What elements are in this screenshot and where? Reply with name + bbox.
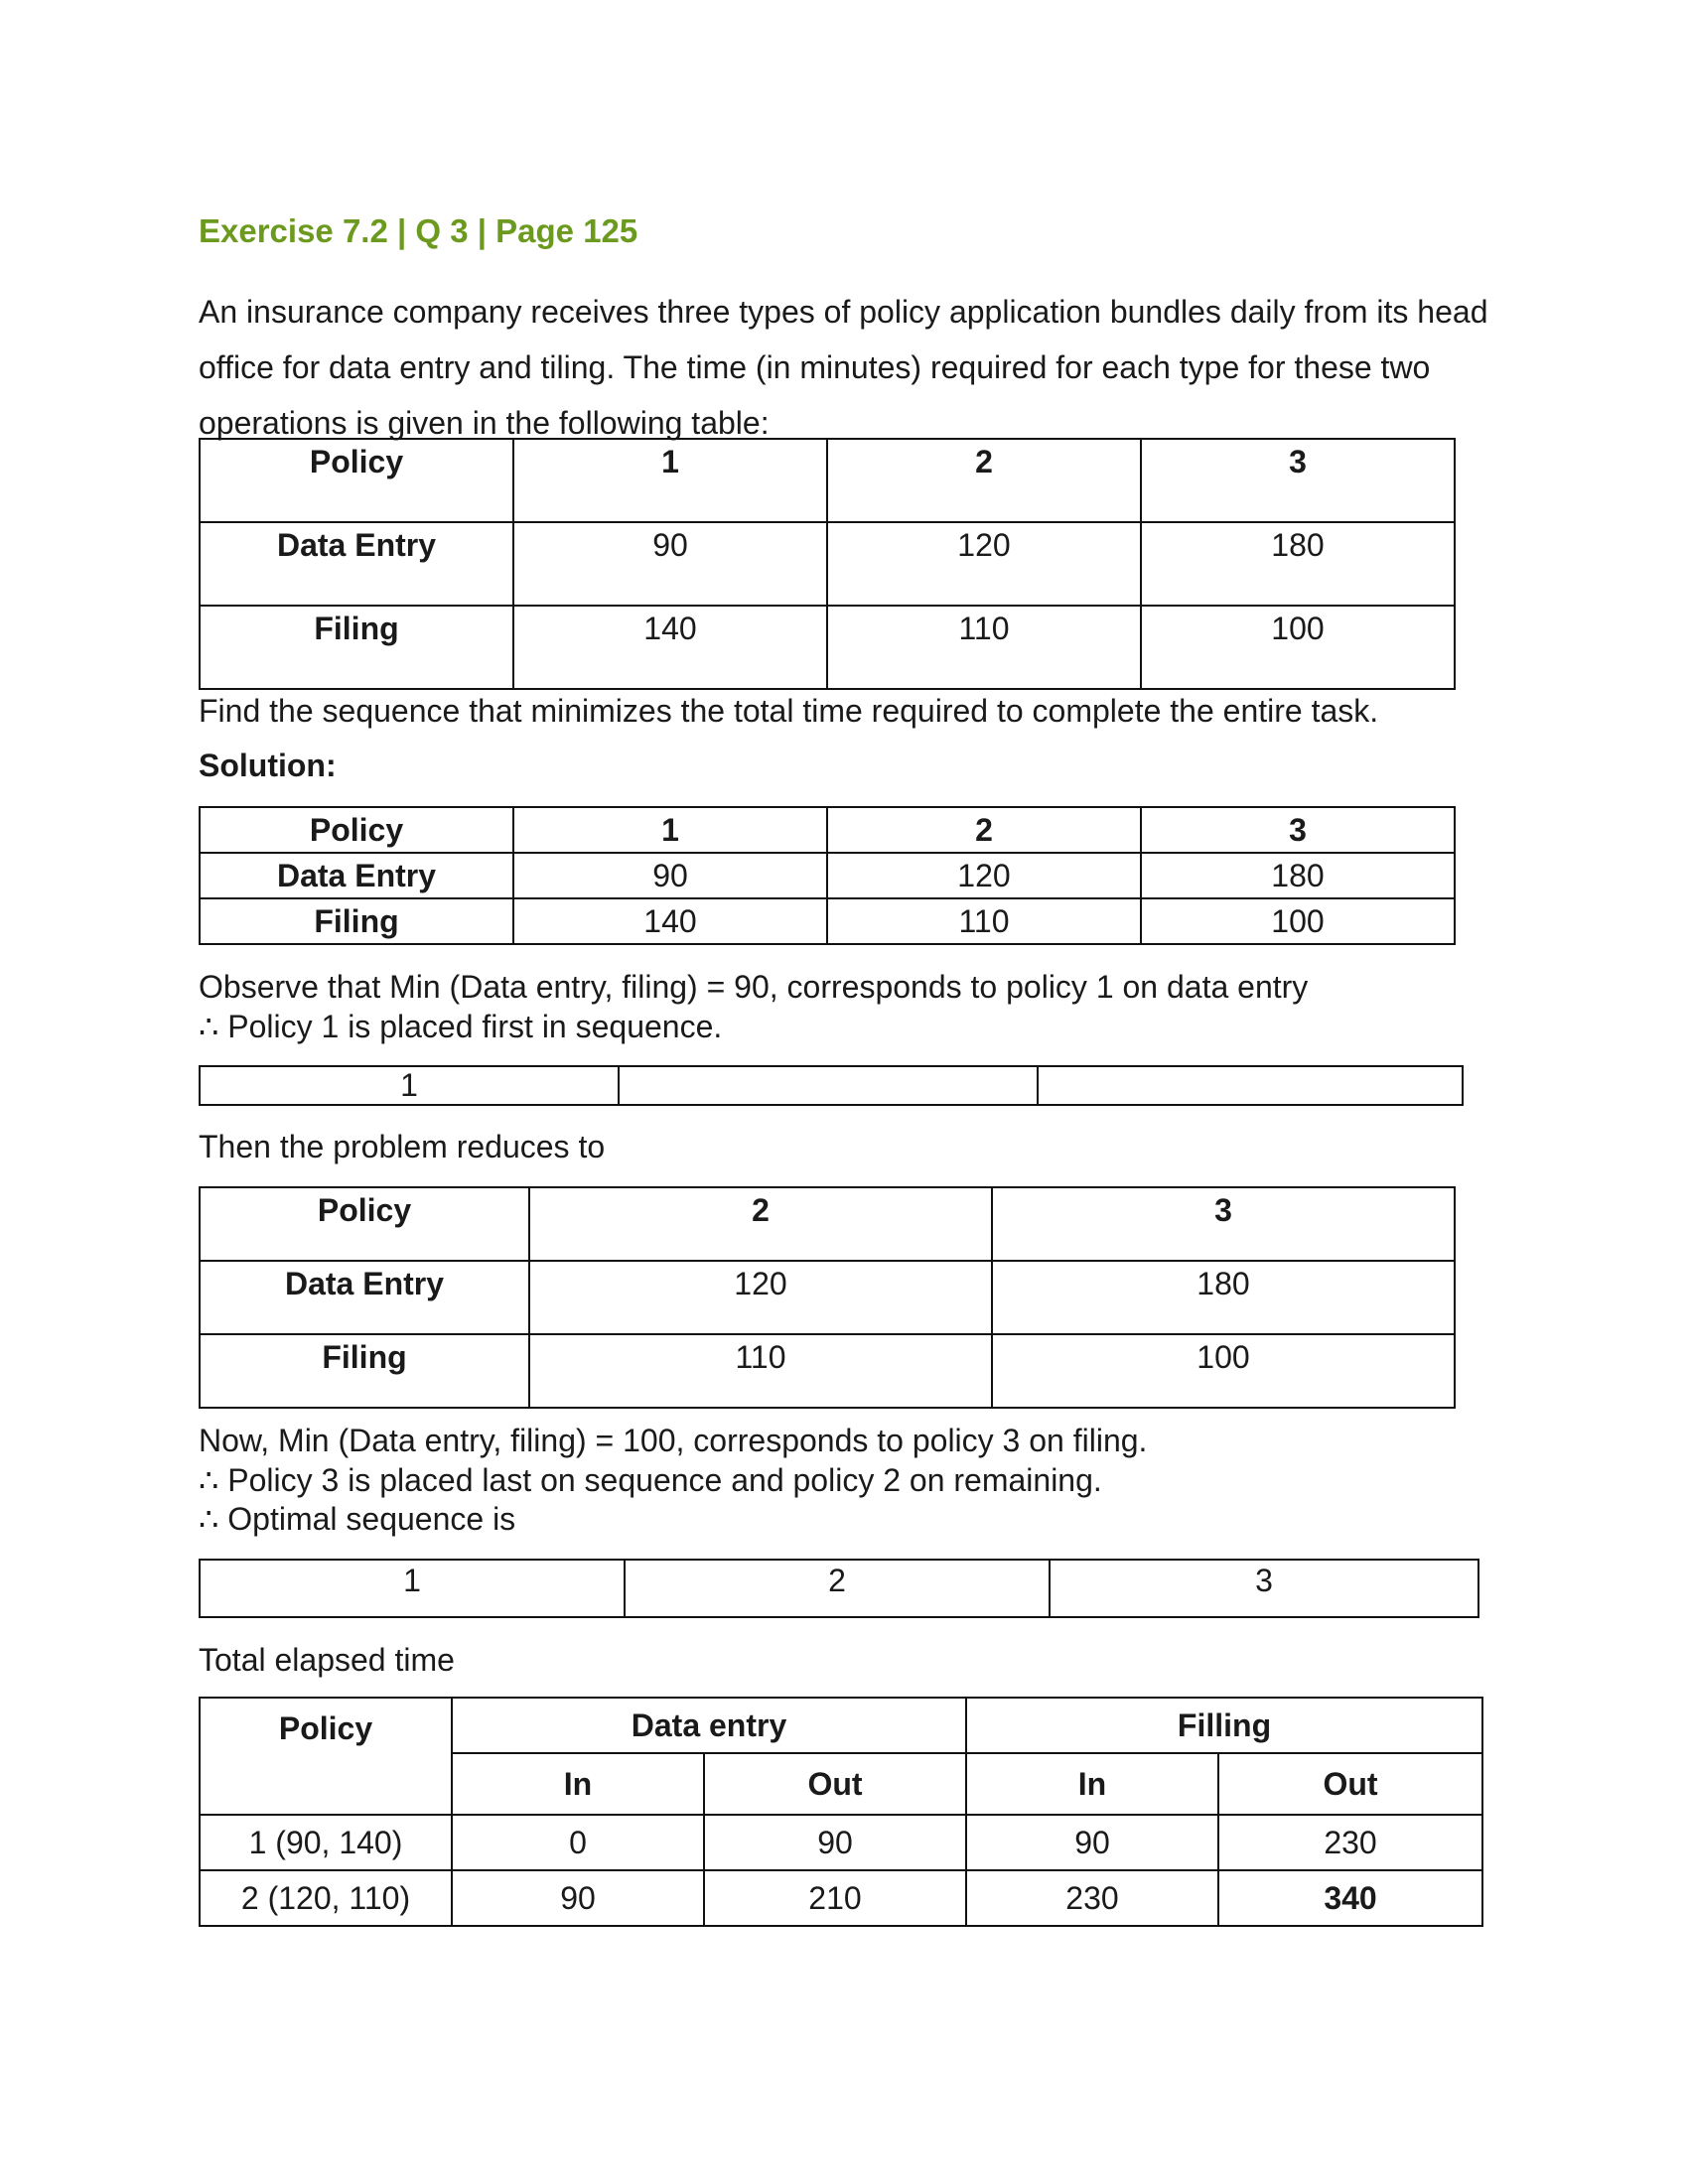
sequence-cell: 3 [1050,1560,1478,1617]
header-cell: Policy [200,439,513,522]
elapsed-time-table [199,1697,1483,1927]
table-cell: 210 [704,1870,966,1926]
table-cell: 230 [966,1870,1218,1926]
sequence-cell: 1 [200,1066,619,1105]
table-row [200,1261,1455,1334]
sequence-step-1 [199,1065,1464,1106]
table-row [200,606,1455,689]
table-row [200,1560,1478,1617]
now-text: Now, Min (Data entry, filing) = 100, corresponds to policy 3 on filing. [199,1423,1148,1458]
table-row [200,853,1455,898]
sequence-cell [619,1066,1038,1105]
sub-header-cell: In [452,1753,704,1815]
table-header-row [200,807,1455,853]
table-row [200,1334,1455,1408]
therefore-text-1: ∴ Policy 1 is placed first in sequence. [199,1009,723,1044]
header-cell: 3 [992,1187,1455,1261]
table-cell: 2 (120, 110) [200,1870,452,1926]
header-cell: 1 [513,807,827,853]
table-cell: 100 [1141,898,1455,944]
optimal-sequence [199,1559,1479,1618]
table-header-row [200,1698,1482,1753]
table-cell: 90 [513,522,827,606]
table-row [200,1066,1463,1105]
policy-header: Policy [200,1698,452,1815]
row-label: Filing [200,1334,529,1408]
sub-header-cell: Out [1218,1753,1482,1815]
table-row [200,1870,1482,1926]
sub-header-cell: In [966,1753,1218,1815]
table-cell: 1 (90, 140) [200,1815,452,1870]
row-label: Filing [200,606,513,689]
observe-text: Observe that Min (Data entry, filing) = 90, corresponds to policy 1 on data entry [199,969,1309,1005]
table-cell: 90 [513,853,827,898]
exercise-heading: Exercise 7.2 | Q 3 | Page 125 [199,212,638,249]
policy-time-table [199,438,1456,690]
table-cell: 120 [827,522,1141,606]
table-cell: 90 [966,1815,1218,1870]
table-row [200,522,1455,606]
table-cell: 100 [992,1334,1455,1408]
header-cell: 3 [1141,807,1455,853]
table-cell: 110 [827,898,1141,944]
header-cell: 2 [529,1187,992,1261]
table-cell: 100 [1141,606,1455,689]
table-cell: 110 [529,1334,992,1408]
solution-label: Solution: [199,748,337,783]
sequence-cell: 1 [200,1560,625,1617]
table-cell: 90 [452,1870,704,1926]
filling-header: Filling [966,1698,1482,1753]
header-cell: Policy [200,1187,529,1261]
row-label: Data Entry [200,853,513,898]
data-entry-header: Data entry [452,1698,966,1753]
table-header-row [200,1187,1455,1261]
header-cell: 2 [827,439,1141,522]
row-label: Filing [200,898,513,944]
header-cell: 3 [1141,439,1455,522]
header-cell: 1 [513,439,827,522]
total-time-cell: 340 [1218,1870,1482,1926]
table-cell: 120 [529,1261,992,1334]
table-cell: 110 [827,606,1141,689]
therefore-text-2: ∴ Policy 3 is placed last on sequence and policy 2 on remaining. [199,1462,1102,1498]
sequence-cell [1038,1066,1463,1105]
header-cell: Policy [200,807,513,853]
row-label: Data Entry [200,1261,529,1334]
question-text: An insurance company receives three types of policy application bundles daily from its head office for data entry and tiling. The time (in minutes) required for each type for these two operations is given in the following table: [199,294,1488,441]
table-cell: 180 [1141,853,1455,898]
therefore-text-3: ∴ Optimal sequence is [199,1501,516,1537]
table-cell: 180 [992,1261,1455,1334]
sub-header-cell: Out [704,1753,966,1815]
table-cell: 120 [827,853,1141,898]
sequence-cell: 2 [625,1560,1050,1617]
table-header-row [200,439,1455,522]
table-cell: 140 [513,606,827,689]
table-cell: 180 [1141,522,1455,606]
table-cell: 0 [452,1815,704,1870]
solution-table [199,806,1456,945]
table-cell: 140 [513,898,827,944]
table-row [200,898,1455,944]
elapsed-label: Total elapsed time [199,1642,455,1678]
table-cell: 90 [704,1815,966,1870]
find-text: Find the sequence that minimizes the total time required to complete the entire task. [199,693,1379,729]
table-row [200,1815,1482,1870]
reduces-text: Then the problem reduces to [199,1129,606,1164]
row-label: Data Entry [200,522,513,606]
header-cell: 2 [827,807,1141,853]
table-cell: 230 [1218,1815,1482,1870]
reduced-table [199,1186,1456,1409]
